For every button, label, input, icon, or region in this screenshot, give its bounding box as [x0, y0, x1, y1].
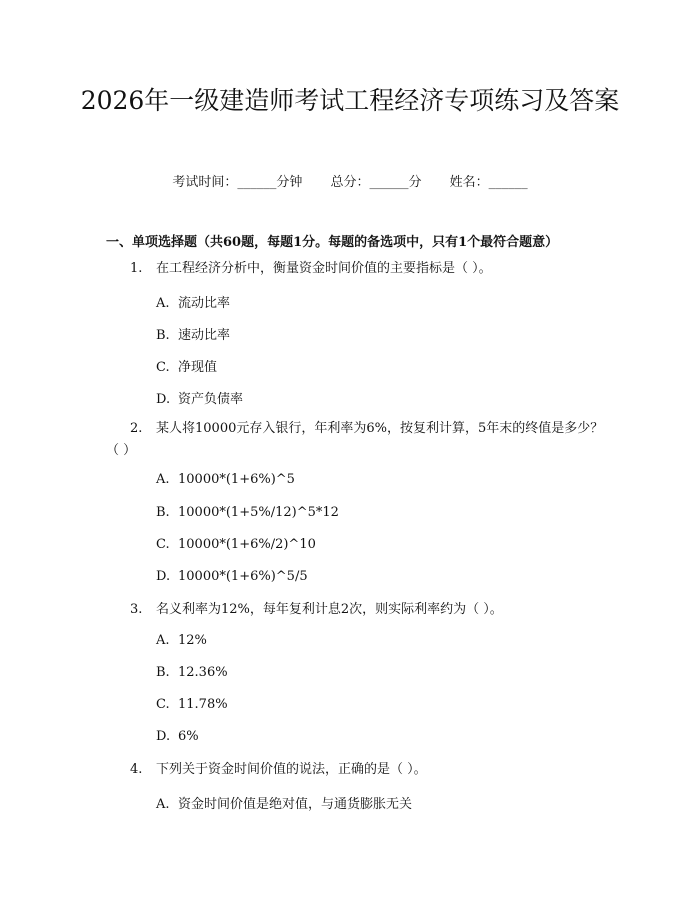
- option-letter: B.: [156, 328, 170, 343]
- question-4: [106, 759, 606, 781]
- option-3a: [156, 633, 207, 648]
- option-text: 10000*(1+5%/12)^5*12: [178, 505, 339, 520]
- question-3: [106, 599, 606, 621]
- option-text: 速动比率: [178, 328, 231, 343]
- option-letter: C.: [156, 360, 170, 375]
- option-letter: A.: [156, 797, 170, 812]
- section-heading: 一、单项选择题（共60题，每题1分。每题的备选项中，只有1个最符合题意）: [106, 235, 559, 250]
- question-number: 3.: [130, 602, 143, 617]
- option-3b: [156, 665, 228, 680]
- option-text: 10000*(1+6%)^5: [178, 472, 295, 487]
- option-2a: [156, 472, 295, 487]
- option-letter: A.: [156, 472, 170, 487]
- option-letter: B.: [156, 505, 170, 520]
- document-title: 2026年一级建造师考试工程经济专项练习及答案: [80, 86, 620, 115]
- question-1: [106, 258, 606, 280]
- option-2b: [156, 505, 339, 520]
- exam-name: 姓名：______: [449, 175, 528, 190]
- question-2: [106, 418, 606, 462]
- option-text: 12.36%: [178, 665, 228, 680]
- option-3c: [156, 697, 228, 712]
- option-2c: [156, 537, 316, 552]
- option-letter: A.: [156, 633, 170, 648]
- exam-meta: [0, 171, 700, 190]
- option-letter: D.: [156, 729, 171, 744]
- exam-time: 考试时间：______分钟: [172, 175, 303, 190]
- option-1b: [156, 324, 230, 343]
- option-1d: [156, 388, 243, 407]
- option-text: 11.78%: [178, 697, 228, 712]
- option-1c: [156, 356, 217, 375]
- option-3d: [156, 729, 199, 744]
- option-letter: C.: [156, 537, 170, 552]
- question-text: 在工程经济分析中，衡量资金时间价值的主要指标是（ ）。: [156, 261, 492, 276]
- option-letter: D.: [156, 392, 171, 407]
- option-letter: D.: [156, 569, 171, 584]
- question-text: 下列关于资金时间价值的说法，正确的是（ ）。: [156, 762, 427, 777]
- option-text: 10000*(1+6%/2)^10: [178, 537, 316, 552]
- option-text: 流动比率: [178, 296, 231, 311]
- option-letter: C.: [156, 697, 170, 712]
- option-letter: A.: [156, 296, 170, 311]
- option-text: 资金时间价值是绝对值，与通货膨胀无关: [178, 797, 413, 812]
- question-text: 名义利率为12%，每年复利计息2次，则实际利率约为（ ）。: [156, 602, 503, 617]
- option-4a: [156, 793, 412, 812]
- option-text: 净现值: [178, 360, 218, 375]
- question-number: 1.: [130, 261, 143, 276]
- option-text: 资产负债率: [178, 392, 244, 407]
- option-1a: [156, 292, 230, 311]
- question-text: 某人将10000元存入银行，年利率为6%，按复利计算，5年末的终值是多少？（ ）: [106, 421, 604, 458]
- question-number: 2.: [130, 421, 143, 436]
- option-text: 10000*(1+6%)^5/5: [178, 569, 308, 584]
- option-text: 12%: [178, 633, 207, 648]
- option-2d: [156, 569, 308, 584]
- question-number: 4.: [130, 762, 143, 777]
- exam-score: 总分：______分: [330, 175, 422, 190]
- option-letter: B.: [156, 665, 170, 680]
- option-text: 6%: [178, 729, 199, 744]
